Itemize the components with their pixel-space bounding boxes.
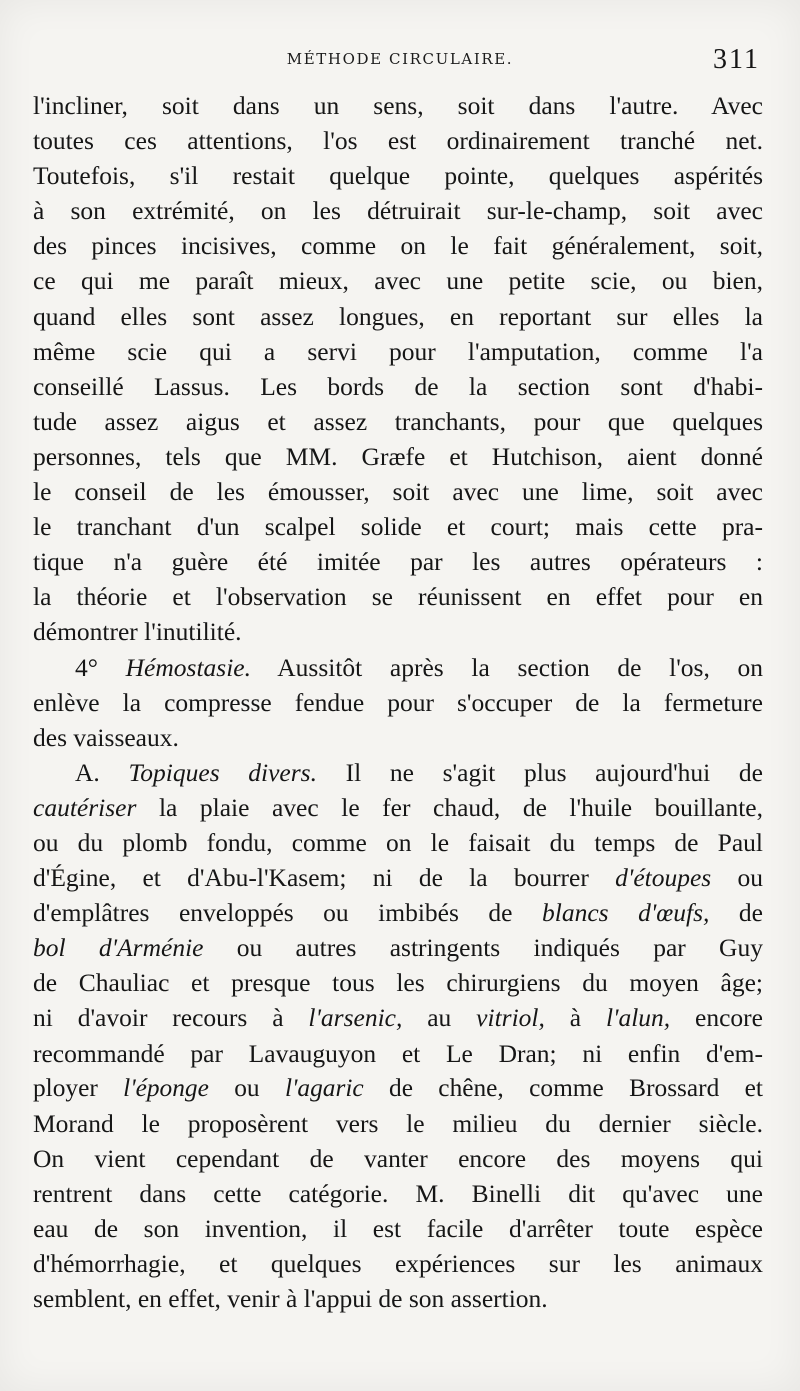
text-line [33,1211,763,1246]
text-run: de chêne, comme Brossard et [363,1073,763,1102]
running-title: MÉTHODE CIRCULAIRE. [286,50,514,68]
text-line [33,228,763,263]
text-line [33,404,763,439]
text-run: des pinces incisives, comme on le fait généralement, soit, [33,231,763,261]
italic-term: bol d'Arménie [33,933,204,963]
text-run: semblent, en effet, venir à l'appui de son assertion. [33,1284,548,1314]
text-run: A. [75,757,129,787]
page-number: 311 [713,44,760,75]
text-line [33,369,763,404]
text-run: encore [670,1003,763,1033]
text-line [33,1141,763,1176]
text-run: d'hémorrhagie, et quelques expériences sur les animaux [33,1249,763,1279]
text-line [33,1281,763,1316]
text-line [33,439,763,474]
italic-term: Topiques divers. [128,757,317,787]
text-run: au [402,1003,477,1033]
text-run: tique n'a guère été imitée par les autres opérateurs : [33,547,763,577]
text-run: Aussitôt après la section de l'os, on [250,652,763,682]
text-run: même scie qui a servi pour l'amputation, comme l'a [33,336,763,366]
text-run: Morand le proposèrent vers le milieu du dernier siècle. [33,1108,763,1138]
text-run: la théorie et l'observation se réunissent en effet pour en [33,582,763,612]
italic-term: l'alun, [605,1003,671,1033]
text-line [33,1071,763,1106]
text-line [33,123,763,158]
text-run: tude assez aigus et assez tranchants, pour que quelques [33,406,763,436]
text-run: 4° [75,652,126,682]
italic-term: blancs d'œufs, [542,898,710,928]
body-text [33,88,763,1316]
text-line [33,755,763,790]
italic-term: l'arsenic, [308,1003,403,1033]
text-run: ce qui me paraît mieux, avec une petite scie, ou bien, [33,266,763,296]
italic-term: Hémostasie. [125,652,251,682]
text-run: personnes, tels que MM. Græfe et Hutchison, aient donné [33,441,763,471]
text-run: de [709,898,763,928]
text-line [33,685,763,720]
text-run: Toutefois, s'il restait quelque pointe, quelques aspérités [33,161,763,191]
text-run: à [544,1003,606,1033]
text-run: démontrer l'inutilité. [33,617,242,647]
text-run: d'Égine, et d'Abu-l'Kasem; ni de la bourrer [33,863,616,893]
text-run: On vient cependant de vanter encore des moyens qui [33,1143,763,1173]
italic-term: vitriol, [476,1003,545,1033]
paragraph [33,755,763,1317]
text-run: Il ne s'agit plus aujourd'hui de [316,757,763,787]
text-line [33,1000,763,1035]
text-line [33,860,763,895]
text-line [33,650,763,685]
text-run: ou [208,1073,285,1102]
text-run: ou autres astringents indiqués par Guy [203,933,763,963]
text-run: des vaisseaux. [33,722,179,752]
text-line [33,334,763,369]
text-line [33,299,763,334]
text-run: recommandé par Lavauguyon et Le Dran; ni enfin d'em- [33,1038,763,1068]
text-run: ni d'avoir recours à [33,1003,309,1033]
text-line [33,509,763,544]
text-line [33,825,763,860]
text-run: ou [711,863,763,893]
text-line [33,614,763,649]
text-run: enlève la compresse fendue pour s'occuper de la fermeture [33,687,763,717]
text-run: ployer [33,1073,124,1102]
italic-term: d'étoupes [615,863,712,893]
text-line [33,1106,763,1141]
text-line [33,930,763,965]
text-line [33,895,763,930]
paragraph [33,88,763,650]
italic-term: cautériser [33,792,137,822]
paragraph [33,650,763,755]
text-run: toutes ces attentions, l'os est ordinairement tranché net. [33,126,763,156]
text-run: rentrent dans cette catégorie. M. Binelli dit qu'avec une [33,1178,763,1208]
page-header [40,44,760,78]
text-line [33,965,763,1000]
text-run: conseillé Lassus. Les bords de la section sont d'habi- [33,371,763,401]
text-line [33,88,763,123]
text-line [33,1036,763,1071]
text-line [33,1176,763,1211]
text-line [33,790,763,825]
text-run: quand elles sont assez longues, en reportant sur elles la [33,301,763,331]
text-run: l'incliner, soit dans un sens, soit dans l'autre. Avec [33,91,763,120]
text-run: le conseil de les émousser, soit avec une lime, soit avec [33,477,763,507]
text-run: le tranchant d'un scalpel solide et court; mais cette pra- [33,512,763,542]
text-run: la plaie avec le fer chaud, de l'huile bouillante, [136,792,763,822]
text-run: de Chauliac et presque tous les chirurgiens du moyen âge; [33,968,763,998]
text-run: ou du plomb fondu, comme on le faisait du temps de Paul [33,827,763,857]
text-run: à son extrémité, on les détruirait sur-le-champ, soit avec [33,196,763,226]
text-line [33,158,763,193]
text-line [33,193,763,228]
text-run: eau de son invention, il est facile d'arrêter toute espèce [33,1214,763,1243]
text-line [33,474,763,509]
italic-term: l'éponge [123,1073,209,1102]
text-line [33,263,763,298]
text-line [33,544,763,579]
text-run: d'emplâtres enveloppés ou imbibés de [33,898,542,928]
text-line [33,1246,763,1281]
italic-term: l'agaric [284,1073,364,1102]
text-line [33,720,763,755]
text-line [33,579,763,614]
